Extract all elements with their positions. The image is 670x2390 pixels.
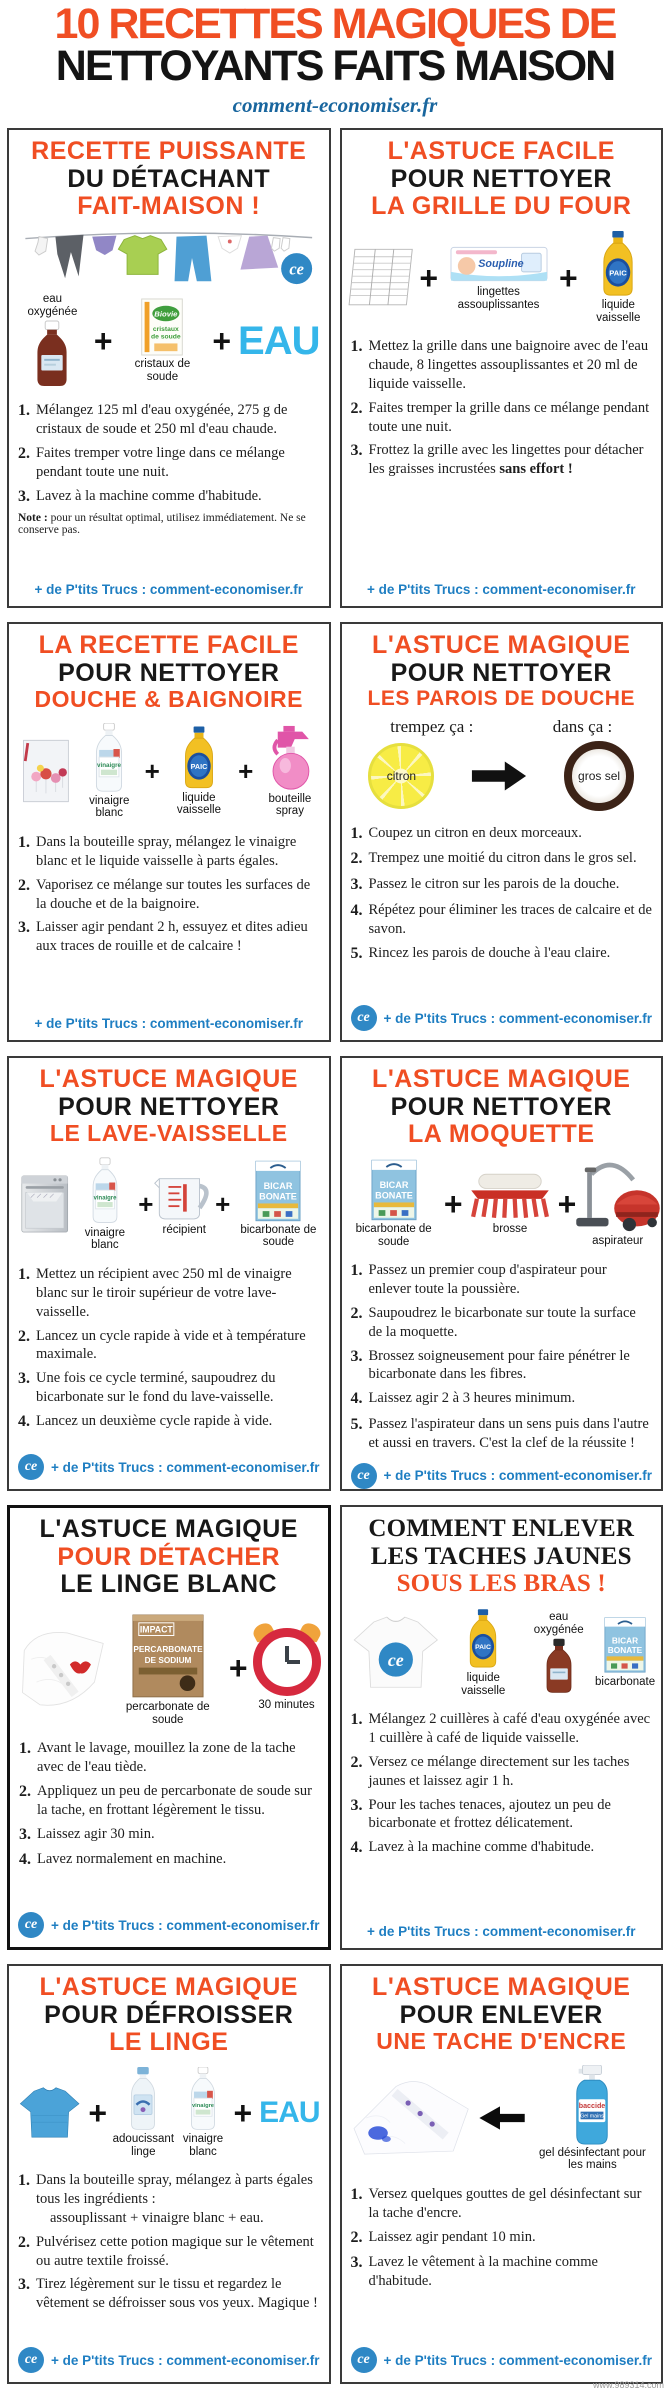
- plus-icon: +: [93, 322, 113, 359]
- svg-text:Soupline: Soupline: [477, 257, 524, 270]
- step-1: 1. Coupez un citron en deux morceaux.: [350, 824, 582, 842]
- svg-text:IMPACT: IMPACT: [139, 1624, 173, 1635]
- svg-text:vinaigre: vinaigre: [97, 761, 122, 769]
- card-title: L'ASTUCE MAGIQUE POUR DÉTACHER LE LINGE BLANC: [39, 1515, 298, 1599]
- paic-bottle-icon: [599, 231, 637, 297]
- ingredient-label: cristaux de soude: [134, 357, 191, 383]
- ce-logo-icon: ce: [351, 2347, 377, 2373]
- step-3: 3. Brossez soigneusement pour faire pénétrer le bicarbonate dans les fibres.: [350, 1347, 630, 1383]
- ingredient-aspirateur: [583, 1159, 652, 1248]
- ingredient-label: percarbonate de soude: [125, 1700, 210, 1726]
- svg-text:PERCARBONATE: PERCARBONATE: [133, 1644, 203, 1654]
- card-moquette: [340, 1056, 664, 1491]
- svg-text:BICAR: BICAR: [263, 1180, 293, 1191]
- ingredient-label: eau oxygénée: [533, 1610, 584, 1636]
- svg-text:BONATE: BONATE: [259, 1191, 298, 1202]
- bicarbonate-box-icon: [371, 1159, 417, 1221]
- step-2: 2. Pulvérisez cette potion magique sur le vêtement ou autre textile froissé.: [18, 2233, 314, 2269]
- ingredient-label: liquide vaisselle: [176, 791, 221, 817]
- steps-list: [18, 2166, 320, 2318]
- ingredient-eau-oxygenee: [18, 293, 87, 388]
- plus-icon: +: [212, 322, 232, 359]
- salt-bowl-icon: gros sel: [564, 741, 634, 811]
- ingredients-row: [18, 293, 320, 388]
- step-1: 1. Mélangez 2 cuillères à café d'eau oxygénée avec 1 cuillère à café de liquide vaisselle.: [350, 1711, 651, 1747]
- card-taches-jaunes: [340, 1505, 664, 1950]
- ingredient-label: bicarbonate: [595, 1676, 656, 1689]
- step-4: 4. Lavez normalement en machine.: [19, 1851, 227, 1869]
- watermark: www.989314.com: [592, 2380, 664, 2390]
- plus-icon: +: [557, 1185, 577, 1222]
- step-4: 4. Répétez pour éliminer les traces de calcaire et de savon.: [350, 901, 652, 937]
- plus-icon: +: [443, 1185, 463, 1222]
- ingredients-row: [18, 723, 320, 820]
- step-3: 3. Pour les taches tenaces, ajoutez un peu de bicarbonate et frottez délicatement.: [350, 1796, 611, 1832]
- ink-stained-shirt-icon: [351, 2068, 471, 2168]
- plus-icon: +: [144, 756, 160, 787]
- dishwasher-icon: [18, 1160, 72, 1248]
- plus-icon: +: [238, 756, 254, 787]
- ingredient-label: liquide vaisselle: [596, 298, 641, 324]
- ingredient-label: vinaigre blanc: [84, 1226, 126, 1252]
- ingredient-liquide-vaisselle: [167, 726, 231, 817]
- card-parois-de-douche: [340, 622, 664, 1042]
- ce-logo-icon: ce: [18, 1912, 44, 1938]
- ce-logo-icon: ce: [351, 1463, 377, 1489]
- steps-list: [351, 332, 653, 484]
- ingredient-bicarbonate: [351, 1159, 437, 1248]
- ingredient-gel-desinfectant: [533, 2065, 652, 2172]
- card-footer-link[interactable]: ce + de P'tits Trucs : comment-economiser.fr: [18, 1449, 320, 1480]
- svg-text:Biovie: Biovie: [154, 309, 178, 319]
- ingredient-bouteille-spray: [260, 725, 319, 818]
- ingredient-30-minutes: [255, 1623, 319, 1712]
- step-1: 1. Versez quelques gouttes de gel désinfectant sur la tache d'encre.: [350, 2185, 642, 2221]
- svg-text:PAIC: PAIC: [190, 761, 208, 771]
- step-2: 2. Laissez agir pendant 10 min.: [350, 2228, 536, 2246]
- steps-list: [351, 2180, 653, 2296]
- ingredient-bicarbonate: [237, 1160, 319, 1249]
- svg-text:cristaux: cristaux: [153, 325, 180, 333]
- step-3: 3. Frottez la grille avec les lingettes pour détacher les graisses incrustées sans effort !: [350, 442, 644, 478]
- ingredient-label: aspirateur: [592, 1235, 644, 1248]
- step-2: 2. Faites tremper la grille dans ce mélange pendant toute une nuit.: [350, 399, 650, 435]
- arrow-right-icon: [470, 759, 528, 793]
- page-header: [0, 0, 670, 118]
- svg-text:DE SODIUM: DE SODIUM: [144, 1655, 192, 1665]
- svg-text:de soude: de soude: [151, 333, 182, 341]
- paic-bottle-icon: [181, 726, 217, 790]
- vinegar-bottle-icon: [88, 1157, 122, 1225]
- card-detachant-fait-maison: [7, 128, 331, 608]
- card-lave-vaisselle: [7, 1056, 331, 1491]
- dans-label: dans ça :: [552, 716, 613, 736]
- step-1: 1. Mettez la grille dans une baignoire avec de l'eau chaude, 8 lingettes assouplissantes et 20 ml de liquide vaisselle.: [350, 338, 649, 392]
- shower-panel-icon: [18, 727, 74, 815]
- stained-shirt-icon: [19, 1620, 107, 1716]
- card-title: RECETTE PUISSANTE DU DÉTACHANT FAIT-MAISON !: [31, 137, 307, 221]
- page-title-line2: NETTOYANTS FAITS MAISON: [55, 41, 615, 90]
- step-2: 2. Faites tremper votre linge dans ce mélange pendant toute une nuit.: [18, 444, 285, 480]
- card-title: L'ASTUCE MAGIQUE POUR DÉFROISSER LE LINGE: [39, 1973, 298, 2057]
- steps-list: [351, 1256, 653, 1458]
- ce-logo-icon: ce: [18, 1454, 44, 1480]
- steps-list: [351, 819, 653, 970]
- ingredient-label: brosse: [492, 1223, 528, 1236]
- card-title: L'ASTUCE MAGIQUE POUR NETTOYER LE LAVE-VAISSELLE: [39, 1065, 298, 1147]
- step-3: 3. Tirez légèrement sur le tissu et regardez le vêtement se défroisser sous vos yeux. Magique !: [18, 2276, 318, 2312]
- svg-text:baccide: baccide: [579, 2101, 606, 2110]
- ingredients-row: [351, 231, 653, 324]
- vinegar-bottle-icon: [91, 723, 127, 793]
- step-1: 1. Mélangez 125 ml d'eau oxygénée, 275 g de cristaux de soude et 250 ml d'eau chaude.: [18, 402, 288, 438]
- svg-text:BICAR: BICAR: [379, 1179, 409, 1190]
- peroxide-bottle-icon: [32, 320, 72, 388]
- note: Note : pour un résultat optimal, utilisez immédiatement. Ne se conserve pas.: [18, 512, 306, 537]
- svg-text:BONATE: BONATE: [607, 1645, 643, 1656]
- eau-text: EAU: [259, 2095, 320, 2129]
- peroxide-bottle-icon: [543, 1638, 575, 1694]
- step-3: 3. Laissez agir 30 min.: [19, 1825, 155, 1843]
- card-footer-link[interactable]: ce + de P'tits Trucs : comment-economiser.fr: [351, 1000, 653, 1031]
- ingredient-label: liquide vaisselle: [461, 1671, 506, 1697]
- step-3: 3. Laisser agir pendant 2 h, essuyez et dites adieu aux traces de rouille et de calcaire !: [18, 919, 308, 955]
- eau-text: EAU: [238, 318, 320, 363]
- ingredient-label: bicarbonate de soude: [240, 1223, 317, 1249]
- card-footer-link[interactable]: + de P'tits Trucs : comment-economiser.fr: [367, 582, 636, 598]
- plus-icon: +: [138, 1189, 154, 1220]
- svg-text:PAIC: PAIC: [475, 1644, 492, 1652]
- step-1: 1. Dans la bouteille spray, mélangez le vinaigre blanc et le liquide vaisselle à parts égales.: [18, 833, 297, 869]
- ingredients-row: [19, 1609, 319, 1726]
- baccide-bottle-icon: [571, 2065, 613, 2145]
- svg-text:ce: ce: [387, 1649, 404, 1670]
- plus-icon: +: [419, 259, 439, 296]
- step-3: 3. Lavez à la machine comme d'habitude.: [18, 487, 262, 505]
- clothesline-illustration: [18, 225, 320, 287]
- ingredient-label: gel désinfectant pour les mains: [539, 2146, 646, 2172]
- ingredient-vinaigre-blanc: [81, 723, 138, 820]
- trempez-label: trempez ça :: [390, 716, 474, 736]
- card-title: L'ASTUCE FACILE POUR NETTOYER LA GRILLE DU FOUR: [371, 137, 632, 221]
- site-link[interactable]: comment-economiser.fr: [232, 93, 438, 118]
- svg-text:BONATE: BONATE: [374, 1190, 413, 1201]
- card-grille-du-four: [340, 128, 664, 608]
- page-title-line1: 10 RECETTES MAGIQUES DE: [54, 0, 616, 48]
- ingredients-row: [351, 1608, 656, 1697]
- step-5: 5. Rincez les parois de douche à l'eau claire.: [350, 944, 611, 962]
- arrow-left-icon: [478, 2100, 526, 2136]
- ingredient-bicarbonate: [595, 1616, 656, 1689]
- softener-bottle-icon: [126, 2067, 160, 2131]
- step-4: 4. Lancez un deuxième cycle rapide à vide.: [18, 1412, 273, 1430]
- vinegar-bottle-icon: [186, 2067, 220, 2131]
- ingredient-vinaigre-blanc: [79, 1157, 132, 1252]
- ingredient-recipient: [160, 1172, 208, 1237]
- svg-text:Gel mains: Gel mains: [580, 2113, 605, 2120]
- card-title: COMMENT ENLEVER LES TACHES JAUNES SOUS LES BRAS !: [368, 1515, 635, 1598]
- card-defroisser-linge: [7, 1964, 331, 2384]
- step-1: 1. Dans la bouteille spray, mélangez à parts égales tous les ingrédients : assouplissant + vinaigre blanc + eau.: [18, 2172, 313, 2226]
- measuring-cup-icon: [152, 1172, 216, 1222]
- bicarbonate-box-icon: [604, 1616, 646, 1674]
- ingredient-grille: [351, 246, 413, 310]
- plus-icon: +: [228, 1649, 248, 1686]
- card-footer-link[interactable]: + de P'tits Trucs : comment-economiser.fr: [367, 1924, 636, 1940]
- card-title: L'ASTUCE MAGIQUE POUR NETTOYER LES PAROIS DE DOUCHE: [367, 631, 635, 711]
- step-2: 2. Lancez un cycle rapide à vide et à température maximale.: [18, 1327, 306, 1363]
- svg-text:vinaigre: vinaigre: [192, 2103, 215, 2110]
- steps-list: [351, 1705, 653, 1864]
- card-linge-blanc: [7, 1505, 331, 1950]
- card-footer-link[interactable]: ce + de P'tits Trucs : comment-economiser.fr: [351, 2342, 653, 2373]
- ingredient-eau-oxygenee: [526, 1611, 591, 1694]
- card-title: LA RECETTE FACILE POUR NETTOYER DOUCHE & BAIGNOIRE: [34, 631, 303, 713]
- card-douche-baignoire: [7, 622, 331, 1042]
- dip-labels: [351, 717, 653, 737]
- ingredients-row: [18, 1157, 320, 1252]
- plus-icon: +: [215, 1189, 231, 1220]
- card-footer-link[interactable]: ce + de P'tits Trucs : comment-economiser.fr: [18, 2342, 320, 2373]
- blue-tshirt-icon: [18, 2073, 81, 2153]
- soupline-box-icon: [450, 244, 548, 284]
- ingredient-percarbonate: [114, 1609, 222, 1726]
- ingredient-label: bouteille spray: [268, 792, 312, 818]
- ingredients-row: [18, 2067, 320, 2158]
- step-1: 1. Avant le lavage, mouillez la zone de la tache avec de l'eau tiède.: [19, 1740, 296, 1776]
- step-3: 3. Passez le citron sur les parois de la douche.: [350, 876, 620, 894]
- step-4: 4. Lavez à la machine comme d'habitude.: [350, 1839, 595, 1857]
- ingredient-lingettes: [445, 244, 552, 311]
- steps-list: [19, 1734, 319, 1876]
- ingredient-label: eau oxygénée: [27, 292, 78, 318]
- ingredient-adoucissant: [114, 2067, 173, 2158]
- step-5: 5. Passez l'aspirateur dans un sens puis dans l'autre et aussi en travers. C'est la clef de la réussite !: [350, 1416, 649, 1451]
- ingredient-brosse: [470, 1171, 551, 1236]
- vacuum-icon: [574, 1159, 662, 1233]
- card-footer-link[interactable]: ce + de P'tits Trucs : comment-economiser.fr: [351, 1458, 653, 1489]
- lemon-icon: citron: [368, 743, 434, 809]
- ingredient-label: bicarbonate de soude: [355, 1222, 432, 1248]
- step-1: 1. Passez un premier coup d'aspirateur pour enlever toute la poussière.: [350, 1262, 607, 1298]
- card-title: L'ASTUCE MAGIQUE POUR NETTOYER LA MOQUETTE: [372, 1065, 631, 1149]
- step-2: 2. Appliquez un peu de percarbonate de soude sur la tache, en frottant légèrement le tissu.: [19, 1782, 312, 1818]
- ingredients-row: [351, 1159, 653, 1248]
- step-2: 2. Versez ce mélange directement sur les taches jaunes et laissez agir 1 h.: [350, 1753, 630, 1789]
- card-footer-link[interactable]: + de P'tits Trucs : comment-economiser.fr: [34, 1016, 303, 1032]
- spray-bottle-icon: [264, 725, 316, 791]
- ingredient-liquide-vaisselle: [447, 1608, 519, 1697]
- impact-box-icon: [131, 1609, 205, 1699]
- dip-row: [351, 741, 653, 811]
- svg-text:vinaigre: vinaigre: [93, 1195, 117, 1202]
- biovie-box-icon: [140, 298, 184, 356]
- ingredient-label: 30 minutes: [258, 1699, 315, 1712]
- steps-list: [18, 1260, 320, 1438]
- step-3: 3. Lavez le vêtement à la machine comme d'habitude.: [350, 2254, 598, 2290]
- plus-icon: +: [558, 259, 578, 296]
- step-3: 3. Une fois ce cycle terminé, saupoudrez du bicarbonate sur le fond du lave-vaisselle.: [18, 1370, 276, 1406]
- alarm-clock-icon: [252, 1627, 322, 1697]
- steps-list: [18, 396, 320, 536]
- ingredient-label: récipient: [162, 1224, 206, 1237]
- card-tache-encre: [340, 1964, 664, 2384]
- ingredient-liquide-vaisselle: [585, 231, 652, 324]
- oven-grill-icon: [344, 246, 418, 310]
- ce-logo-icon: ce: [18, 2347, 44, 2373]
- ingredient-cristaux-de-soude: [120, 298, 206, 383]
- ingredient-label: vinaigre blanc: [182, 2132, 224, 2158]
- bicarbonate-box-icon: [255, 1160, 301, 1222]
- svg-text:ce: ce: [289, 259, 304, 279]
- tshirt-ce-icon: [351, 1611, 441, 1695]
- step-2: 2. Vaporisez ce mélange sur toutes les surfaces de la douche et de la baignoire.: [18, 876, 311, 912]
- paic-bottle-icon: [466, 1608, 500, 1670]
- svg-text:PAIC: PAIC: [609, 268, 628, 278]
- step-2: 2. Saupoudrez le bicarbonate sur toute la surface de la moquette.: [350, 1304, 636, 1340]
- cards-grid: [0, 128, 670, 2384]
- ingredient-label: adoucissant linge: [112, 2132, 175, 2158]
- card-footer-link[interactable]: + de P'tits Trucs : comment-economiser.fr: [34, 582, 303, 598]
- plus-icon: +: [233, 2094, 253, 2131]
- ingredient-label: lingettes assouplissantes: [457, 285, 540, 311]
- ce-logo-icon: ce: [351, 1005, 377, 1031]
- steps-list: [18, 828, 320, 961]
- card-footer-link[interactable]: ce + de P'tits Trucs : comment-economiser.fr: [19, 1907, 319, 1938]
- ingredient-label: vinaigre blanc: [89, 794, 130, 820]
- plus-icon: +: [88, 2094, 108, 2131]
- ingredients-row: [351, 2065, 653, 2172]
- step-1: 1. Mettez un récipient avec 250 ml de vinaigre blanc sur le tiroir supérieur de votre lave-vaisselle.: [18, 1265, 292, 1320]
- step-4: 4. Laissez agir 2 à 3 heures minimum.: [350, 1390, 576, 1408]
- step-2: 2. Trempez une moitié du citron dans le gros sel.: [350, 850, 637, 868]
- ingredient-vinaigre-blanc: [180, 2067, 227, 2158]
- brush-icon: [458, 1171, 562, 1221]
- svg-text:BICAR: BICAR: [611, 1635, 639, 1646]
- card-title: L'ASTUCE MAGIQUE POUR ENLEVER UNE TACHE D'ENCRE: [372, 1973, 631, 2055]
